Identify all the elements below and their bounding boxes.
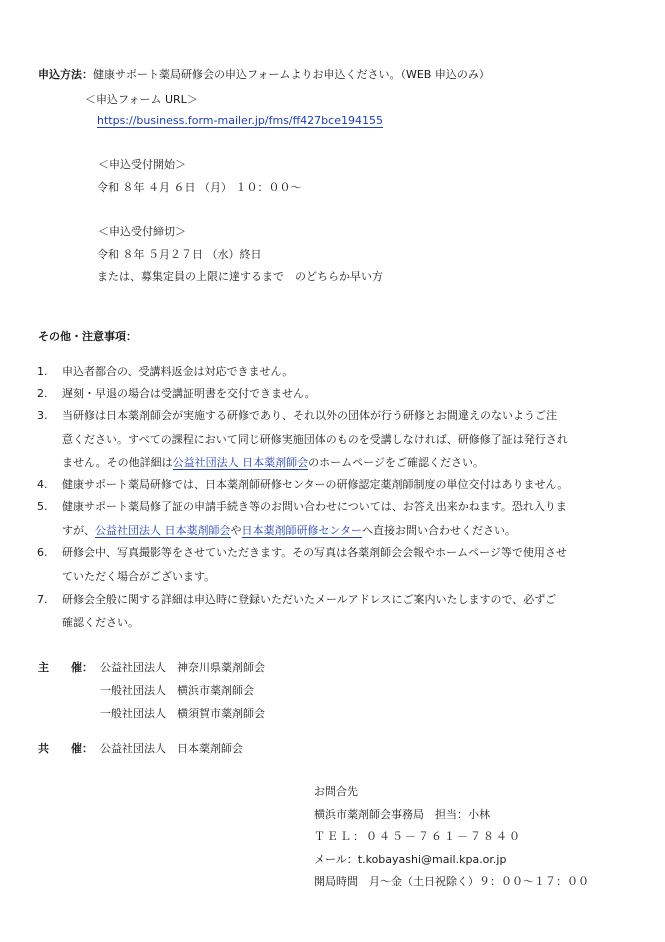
text-segment: へ直接お問い合わせください。 xyxy=(362,524,517,537)
host-name: 公益社団法人 神奈川県薬剤師会 xyxy=(100,661,265,674)
list-text: 研修会全般に関する詳細は申込時に登録いただいたメールアドレスにご案内いたしますので、必ずご xyxy=(62,593,557,606)
list-text: 当研修は日本薬剤師会が実施する研修であり、それ以外の団体が行う研修とお間違えのないようご注 xyxy=(62,409,557,422)
list-text: 健康サポート薬局修了証の申請手続き等のお問い合わせについては、お答え出来かねます。恐れ入りま xyxy=(62,500,567,513)
text-segment: や xyxy=(230,524,242,537)
list-text: ていただく場合がございます。 xyxy=(62,570,216,583)
mail-label: メール： xyxy=(314,853,358,866)
text-segment: ません。その他詳細は xyxy=(62,456,173,469)
list-text xyxy=(62,524,516,538)
jpa-link[interactable]: 公益社団法人 日本薬剤師会 xyxy=(172,456,309,469)
list-text xyxy=(62,456,484,470)
contact-mail: t.kobayashi@mail.kpa.or.jp xyxy=(357,853,507,866)
list-number: 5. xyxy=(37,500,48,513)
host-label: 主 催： xyxy=(38,661,93,674)
application-label: 申込方法： xyxy=(38,68,93,81)
form-url-row xyxy=(97,114,383,128)
contact-hours: 開局時間 月～金（土日祝除く）９：００～１７：００ xyxy=(314,875,589,888)
contact-heading: お問合先 xyxy=(314,785,358,798)
list-text: 研修会中、写真撮影等をさせていただきます。その写真は各薬剤師会会報やホームページ等で使用させ xyxy=(62,546,567,559)
list-text: 意ください。すべての課程において同じ研修実施団体のものを受講しなければ、研修修了証は発行され xyxy=(62,433,568,446)
list-number: 2. xyxy=(37,387,48,400)
start-heading: ＜申込受付開始＞ xyxy=(98,158,186,171)
text-segment: すが、 xyxy=(62,524,95,537)
form-url-link[interactable]: https://business.form-mailer.jp/fms/ff427bce194155 xyxy=(97,114,383,127)
list-text: 確認ください。 xyxy=(62,616,139,629)
application-section xyxy=(38,68,490,82)
host-name: 一般社団法人 横浜市薬剤師会 xyxy=(100,684,254,697)
contact-mail-row xyxy=(314,853,506,867)
training-center-link[interactable]: 日本薬剤師研修センター xyxy=(241,524,363,537)
list-text: 遅刻・早退の場合は受講証明書を交付できません。 xyxy=(62,387,316,400)
cohost-label: 共 催： xyxy=(38,742,93,755)
list-number: 6. xyxy=(37,546,48,559)
list-text: 申込者都合の、受講料返金は対応できません。 xyxy=(62,365,294,378)
list-number: 7. xyxy=(37,593,48,606)
deadline-note: または、募集定員の上限に達するまで のどちらか早い方 xyxy=(97,270,383,283)
list-number: 1. xyxy=(37,365,48,378)
list-number: 3. xyxy=(37,409,48,422)
list-text: 健康サポート薬局研修では、日本薬剤師研修センターの研修認定薬剤師制度の単位交付はありません。 xyxy=(62,478,569,491)
contact-office: 横浜市薬剤師会事務局 担当：小林 xyxy=(314,808,490,821)
deadline-date: 令和 ８年 ５月２７日 （水）終日 xyxy=(97,248,262,261)
cohost-name: 公益社団法人 日本薬剤師会 xyxy=(100,742,243,755)
contact-tel: ＴＥＬ：０４５－７６１－７８４０ xyxy=(314,830,522,843)
jpa-link[interactable]: 公益社団法人 日本薬剤師会 xyxy=(95,524,231,537)
text-segment: のホームページをご確認ください。 xyxy=(308,456,484,469)
start-date: 令和 ８年 ４月 ６日 （月） １０：００～ xyxy=(97,181,302,194)
application-text: 健康サポート薬局研修会の申込フォームよりお申込ください。（WEB 申込のみ） xyxy=(93,68,490,81)
list-number: 4. xyxy=(37,478,48,491)
form-url-heading: ＜申込フォーム URL＞ xyxy=(85,93,198,106)
deadline-heading: ＜申込受付締切＞ xyxy=(98,225,186,238)
notes-heading: その他・注意事項： xyxy=(38,330,137,343)
host-name: 一般社団法人 横須賀市薬剤師会 xyxy=(100,707,265,720)
